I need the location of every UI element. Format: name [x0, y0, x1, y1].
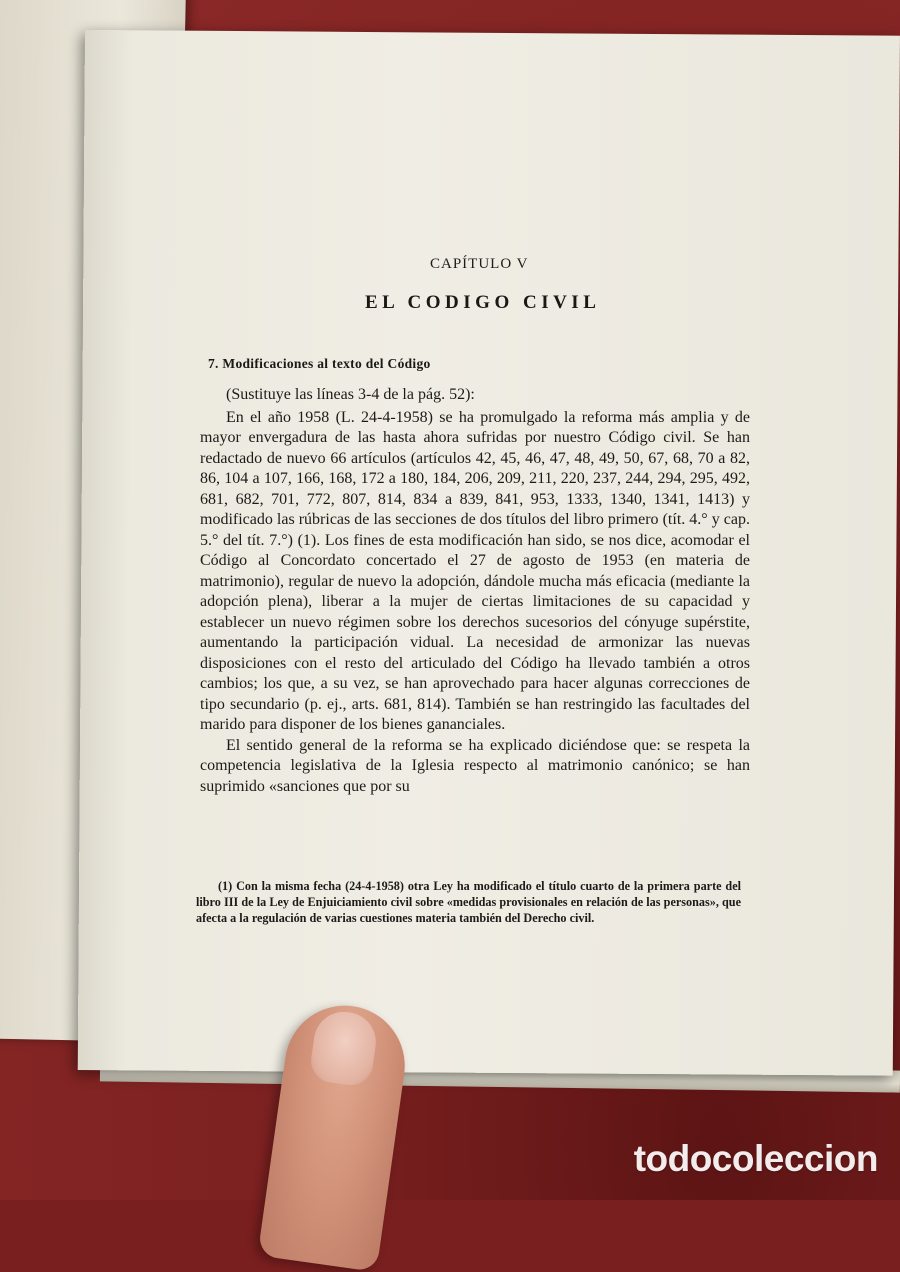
paragraph: En el año 1958 (L. 24-4-1958) se ha promulgado la reforma más amplia y de mayor envergadura de las hasta ahora sufridas por nuestro Código civil. Se han redactado de nuevo 66 artículos (artículos 42, 45, 46, 47, 48, 49, 50, 67, 68, 70 a 82, 86, 104 a 107, 166, 168, 172 a 180, 184, 206, 209, 211, 220, 237, 244, 294, 295, 492, 681, 682, 701, 772, 807, 814, 834 a 839, 841, 953, 1333, 1340, 1341, 1413) y modificado las rúbricas de las secciones de dos títulos del libro primero (tít. 4.° y cap. 5.° del tít. 7.°) (1). Los fines de esta modificación han sido, se nos dice, acomodar el Código al Concordato concertado el 27 de agosto de 1953 (en materia de matrimonio), regular de nuevo la adopción, dándole mucha más eficacia (mediante la adopción plena), liberar a la mujer de ciertas limitaciones de su capacidad y establecer un nuevo régimen sobre los derechos sucesorios del cónyuge supérstite, aumentando la participación vidual. La necesidad de armonizar las nuevas disposiciones con el resto del articulado del Código ha llevado también a otros cambios; los que, a su vez, se han aprovechado para hacer algunas correcciones de tipo secundario (p. ej., arts. 681, 814). También se han restringido las facultades del marido para disponer de los bienes gananciales. — [200, 408, 750, 733]
paragraph: (Sustituye las líneas 3-4 de la pág. 52): — [226, 386, 475, 403]
chapter-label: CAPÍTULO V — [430, 256, 529, 272]
chapter-title: EL CODIGO CIVIL — [365, 292, 601, 313]
footnote: (1) Con la misma fecha (24-4-1958) otra Ley ha modificado el título cuarto de la primera parte del libro III de la Ley de Enjuiciamiento civil sobre «medidas provisionales en relación de las personas», que afecta a la regulación de varias cuestiones materia también del Derecho civil. — [196, 879, 741, 925]
watermark-logo: todocoleccion — [633, 1138, 878, 1179]
body-text — [200, 385, 750, 797]
section-heading: 7. Modificaciones al texto del Código — [208, 356, 431, 371]
paragraph: El sentido general de la reforma se ha explicado diciéndose que: se respeta la competencia legislativa de la Iglesia respecto al matrimonio canónico; se han suprimido «sanciones que por su — [200, 736, 750, 795]
